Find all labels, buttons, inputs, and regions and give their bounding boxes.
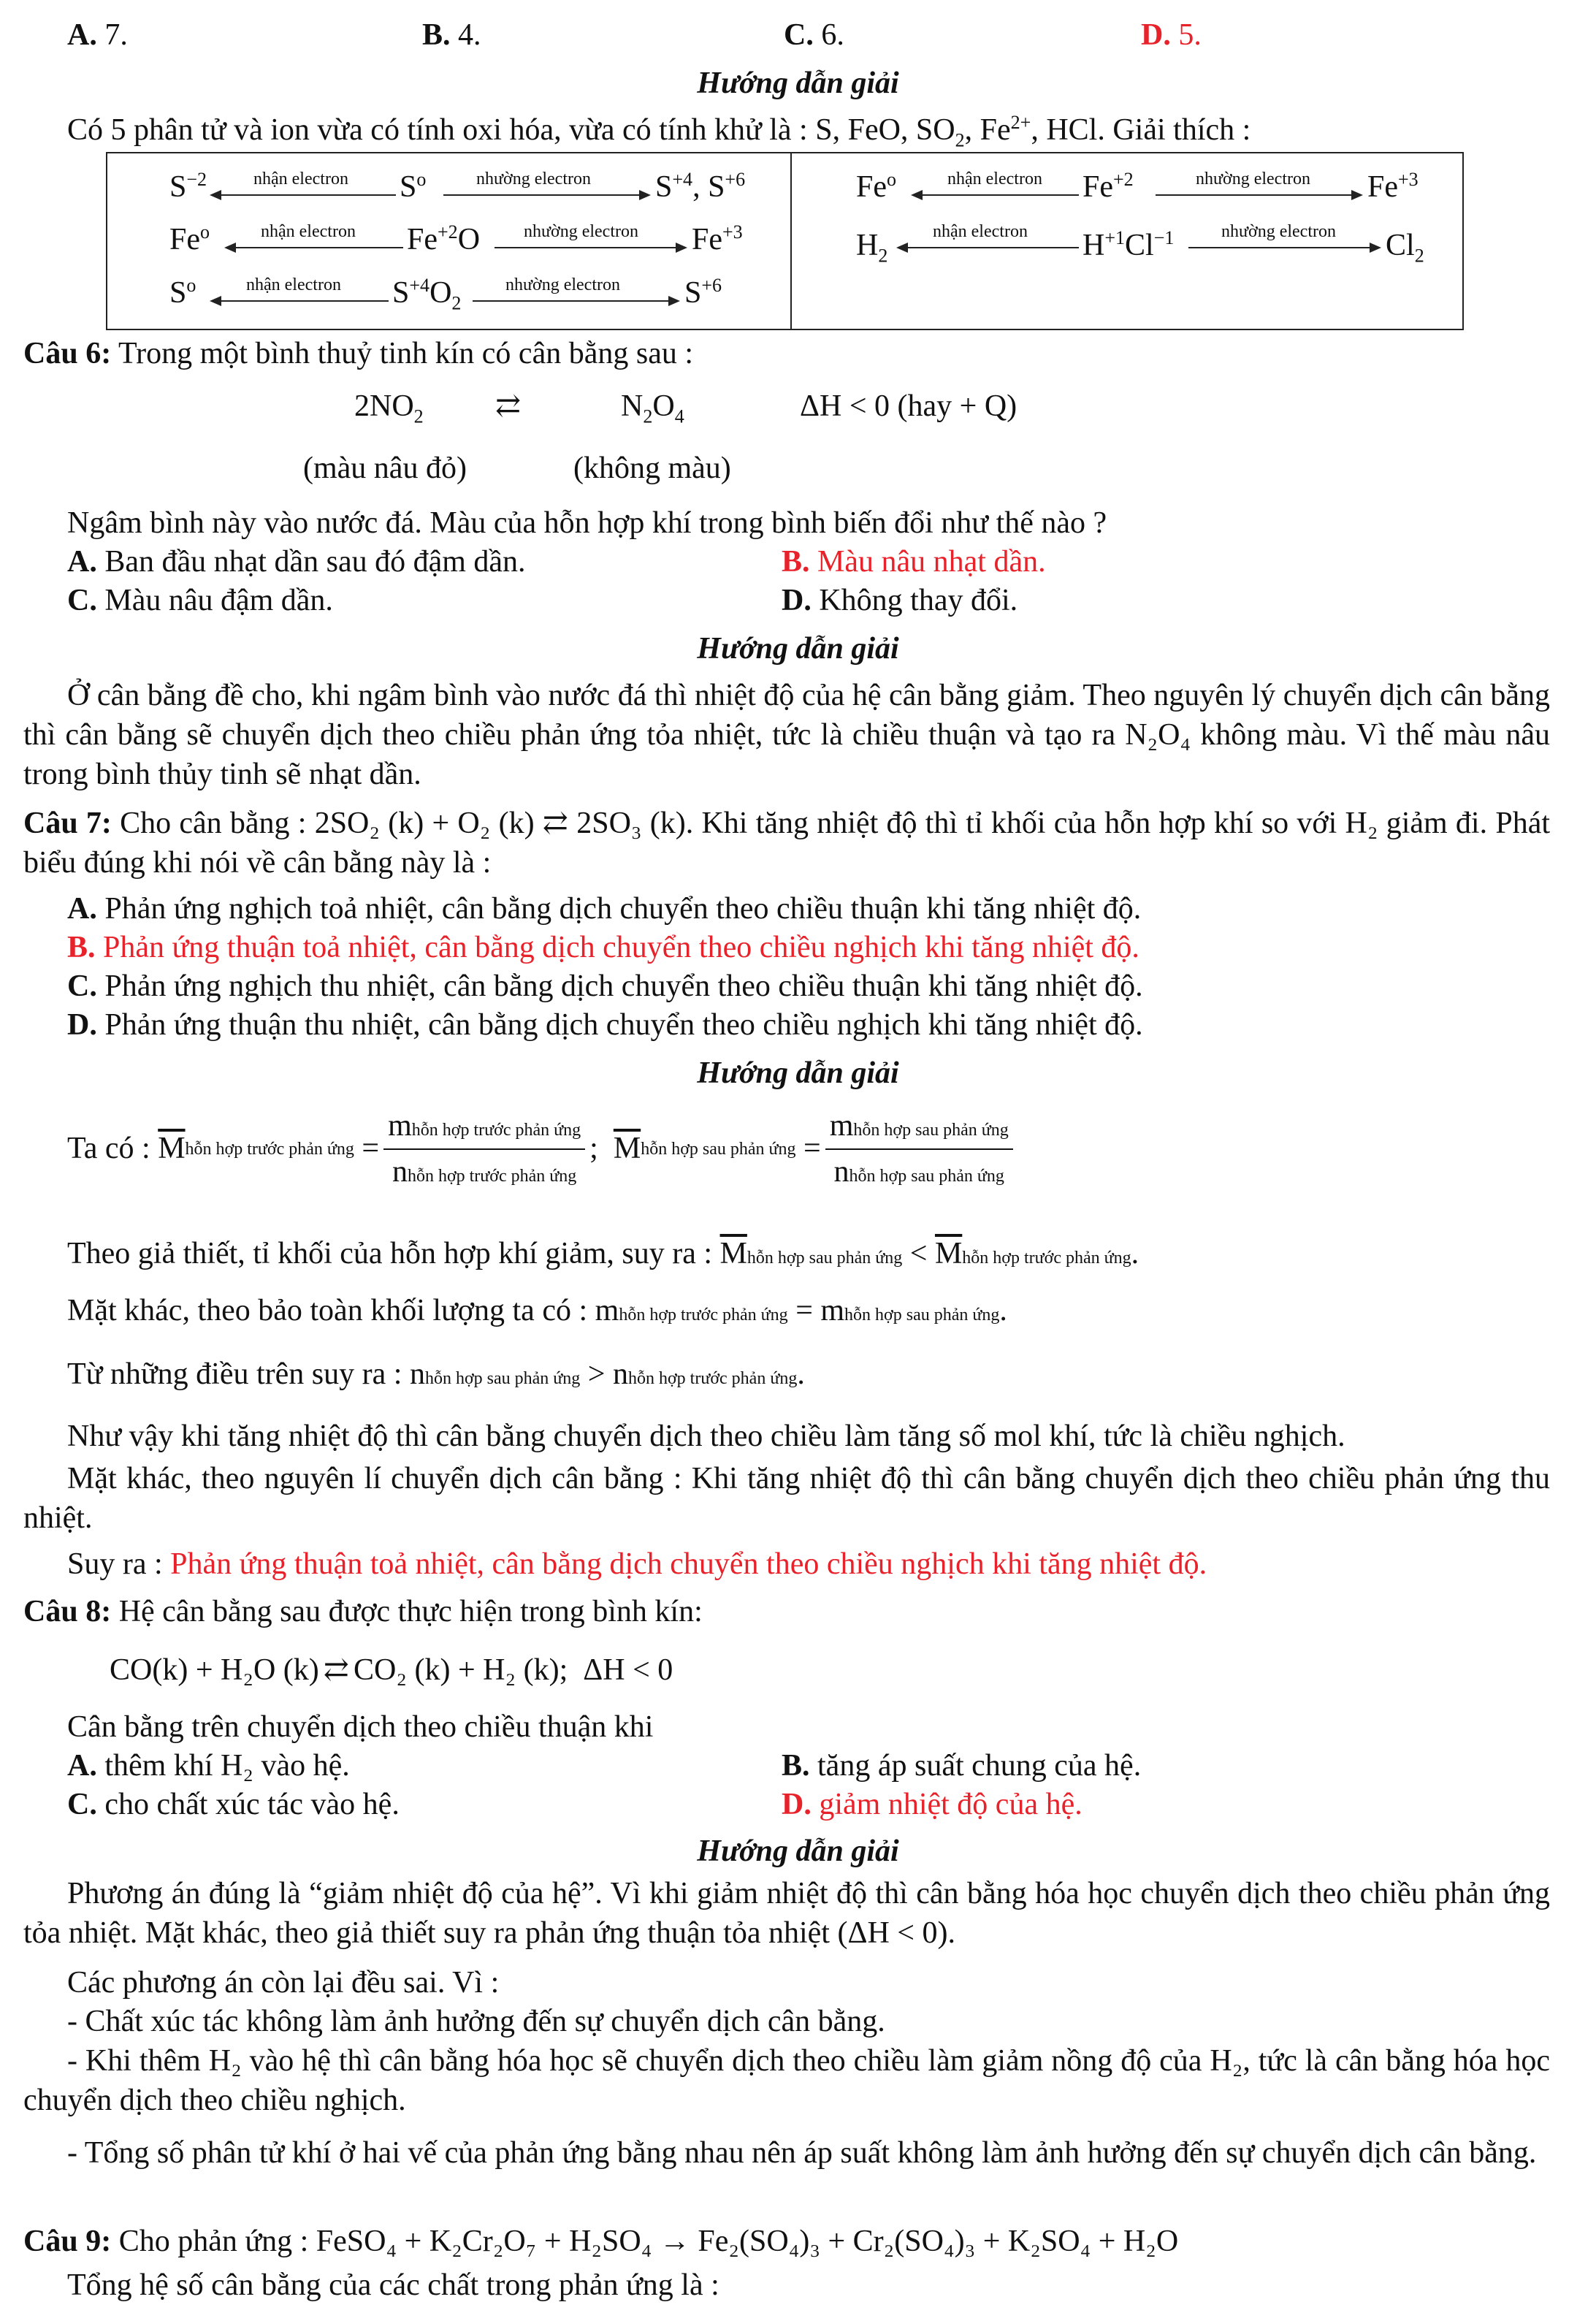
table-divider (790, 153, 792, 329)
q7-formula-row: Ta có : $\overline{M}$ hỗn hợp trước phản ứng = $\frac{\text{mhỗn hợp trước phản ứng}}{\text{nhỗn hợp trước phản ứng}}$ ; $\overline{M}$ hỗn hợp sau phản ứng = $\frac{\text{mhỗn hợp sau phản ứng}}{\text{nhỗn hợp sau phản ứng}}$ (67, 1107, 1017, 1191)
redox-table: $S^{-2}$ nhận electron $S^o$ nhường electron $S^{+4}$, $S^{+6}$ Fe$^o$ nhận electron $Fe^{+2}O$ nhường electron $Fe^{+3}$ $S^o$ nhận electron $S^{+4}O_2$ nhường electron $S^{+6}$ Fe$^o$ nhận electron $Fe^{+2}$ nhường electron $Fe^{+3}$ $H_2$ nhận electron $H^{+1}Cl^{-1}$ nhường electron $Cl_2$ (106, 152, 1464, 330)
r1-right: $S^{+4}$, $S^{+6}$ (655, 169, 746, 204)
equilibrium-arrow-icon: ⇄ (495, 389, 522, 423)
q8-option-c[interactable]: C. cho chất xúc tác vào hệ. (67, 1788, 400, 1821)
q9-question: Tổng hệ số cân bằng của các chất trong phản ứng là : (67, 2268, 719, 2302)
q7-line2: Mặt khác, theo bảo toàn khối lượng ta có : mhỗn hợp trước phản ứng = mhỗn hợp sau phản ứng. (67, 1294, 1007, 1327)
option-b[interactable]: B. 4. (422, 18, 481, 52)
r4-right: $Fe^{+3}$ (1367, 169, 1419, 204)
q6-option-c[interactable]: C. Màu nâu đậm dần. (67, 584, 333, 617)
q7-line5: Mặt khác, theo nguyên lí chuyển dịch cân bằng : Khi tăng nhiệt độ thì cân bằng chuyển dịch theo chiều phản ứng thu nhiệt. (23, 1462, 1550, 1535)
q8-guide-5: - Tổng số phân tử khí ở hai vế của phản ứng bằng nhau nên áp suất không làm ảnh hưởng đến sự chuyển dịch cân bằng. (67, 2136, 1537, 2170)
q7-guide-title: Hướng dẫn giải (697, 1056, 899, 1090)
q8-option-a[interactable]: A. thêm khí H₂ vào hệ. (67, 1749, 350, 1783)
q8-guide-1: Phương án đúng là “giảm nhiệt độ của hệ”. Vì khi giảm nhiệt độ thì cân bằng hóa học chuyển dịch theo chiều phản ứng tỏa nhiệt. Mặt khác, theo giả thiết suy ra phản ứng thuận tỏa nhiệt (ΔH < 0). (23, 1877, 1550, 1950)
q6-option-d[interactable]: D. Không thay đổi. (782, 584, 1018, 617)
r3-right: $S^{+6}$ (684, 275, 722, 310)
q8-guide-2: Các phương án còn lại đều sai. Vì : (67, 1966, 500, 2000)
q7-line1: Theo giả thiết, tỉ khối của hỗn hợp khí giảm, suy ra : $\overline{M}hỗn$ hợp sau phản ứng < $\overline{M}hỗn$ hợp trước phản ứng. (67, 1237, 1139, 1270)
q7-stem: Câu 7: Cho cân bằng : 2SO₂ (k) + O₂ (k) ⇄ 2SO₃ (k). Khi tăng nhiệt độ thì tỉ khối của hỗn hợp khí so với H₂ giảm đi. Phát biểu đúng khi nói về cân bằng này là : (23, 807, 1550, 880)
r1-mid: $S^o$ (400, 169, 427, 204)
q6-color-right: (không màu) (573, 451, 731, 485)
q8-equation: CO(k) + H₂O (k) ⇄ CO₂ (k) + H₂ (k); ΔH < 0 (110, 1651, 673, 1690)
q6-eq-right: $N_2O_4$ (621, 389, 684, 427)
q8-guide-title: Hướng dẫn giải (697, 1834, 899, 1868)
q8-option-b[interactable]: B. tăng áp suất chung của hệ. (782, 1749, 1142, 1783)
q6-dh: ΔH < 0 (hay + Q) (800, 389, 1017, 423)
r2-mid: $Fe^{+2}O$ (407, 221, 481, 256)
q8-guide-4: - Khi thêm H₂ vào hệ thì cân bằng hóa học sẽ chuyển dịch theo chiều làm giảm nồng độ của H₂, tức là cân bằng hóa học chuyển dịch theo chiều nghịch. (23, 2044, 1550, 2117)
q7-option-d[interactable]: D. Phản ứng thuận thu nhiệt, cân bằng dịch chuyển theo chiều nghịch khi tăng nhiệt độ. (67, 1008, 1143, 1042)
q7-line3: Từ những điều trên suy ra : nhỗn hợp sau phản ứng > nhỗn hợp trước phản ứng. (67, 1357, 805, 1391)
r3-mid: $S^{+4}O_2$ (392, 275, 462, 314)
q7-option-b-correct[interactable]: B. Phản ứng thuận toả nhiệt, cân bằng dịch chuyển theo chiều nghịch khi tăng nhiệt độ. (67, 931, 1139, 964)
r4-left: Fe$^o$ (856, 169, 897, 204)
label-lose: nhường electron (476, 169, 591, 188)
q8-lead: Cân bằng trên chuyển dịch theo chiều thuận khi (67, 1710, 654, 1744)
q6-option-b-correct[interactable]: B. Màu nâu nhạt dần. (782, 545, 1046, 579)
q6-stem: Câu 6: Trong một bình thuỷ tinh kín có cân bằng sau : (23, 337, 694, 370)
option-d-correct[interactable]: D. 5. (1141, 18, 1202, 52)
label-gain: nhận electron (253, 169, 348, 188)
q7-option-c[interactable]: C. Phản ứng nghịch thu nhiệt, cân bằng dịch chuyển theo chiều thuận khi tăng nhiệt độ. (67, 969, 1143, 1003)
guide-title: Hướng dẫn giải (697, 66, 899, 100)
q8-stem: Câu 8: Hệ cân bằng sau được thực hiện trong bình kín: (23, 1595, 703, 1628)
q6-question: Ngâm bình này vào nước đá. Màu của hỗn hợp khí trong bình biến đổi như thế nào ? (67, 506, 1107, 540)
r5-right: $Cl_2$ (1386, 229, 1424, 267)
q6-option-a[interactable]: A. Ban đầu nhạt dần sau đó đậm dần. (67, 545, 526, 579)
option-c[interactable]: C. 6. (784, 18, 844, 52)
q6-guide-title: Hướng dẫn giải (697, 632, 899, 666)
q7-line4: Như vậy khi tăng nhiệt độ thì cân bằng chuyển dịch theo chiều làm tăng số mol khí, tức là chiều nghịch. (67, 1419, 1345, 1453)
r5-left: $H_2$ (856, 229, 888, 267)
r4-mid: $Fe^{+2}$ (1083, 169, 1134, 204)
r5-mid: $H^{+1}Cl^{-1}$ (1083, 227, 1175, 262)
equilibrium-arrow-icon: ⇄ (323, 1653, 349, 1687)
q9-stem: Câu 9: Cho phản ứng : FeSO₄ + K₂Cr₂O₇ + H₂SO₄ → Fe₂(SO₄)₃ + Cr₂(SO₄)₃ + K₂SO₄ + H₂O (23, 2225, 1179, 2258)
q7-line6: Suy ra : Phản ứng thuận toả nhiệt, cân bằng dịch chuyển theo chiều nghịch khi tăng nhiệt độ. (67, 1547, 1207, 1581)
r2-right: $Fe^{+3}$ (692, 221, 743, 256)
r3-left: $S^o$ (169, 275, 196, 310)
r2-left: Fe$^o$ (169, 221, 210, 256)
option-a[interactable]: A. 7. (67, 18, 128, 52)
q8-option-d-correct[interactable]: D. giảm nhiệt độ của hệ. (782, 1788, 1083, 1821)
q7-option-a[interactable]: A. Phản ứng nghịch toả nhiệt, cân bằng dịch chuyển theo chiều thuận khi tăng nhiệt độ. (67, 892, 1142, 926)
q8-guide-3: - Chất xúc tác không làm ảnh hưởng đến sự chuyển dịch cân bằng. (67, 2005, 885, 2038)
q6-guide: Ở cân bằng đề cho, khi ngâm bình vào nước đá thì nhiệt độ của hệ cân bằng giảm. Theo nguyên lý chuyển dịch cân bằng thì cân bằng sẽ chuyển dịch theo chiều phản ứng tỏa nhiệt, tức là chiều thuận và tạo ra N₂O₄ không màu. Vì thế màu nâu trong bình thủy tinh sẽ nhạt dần. (23, 679, 1550, 791)
q6-eq-left: $2NO_2$ (354, 389, 424, 427)
q5-guide-line: Có 5 phân tử và ion vừa có tính oxi hóa, vừa có tính khử là : S, FeO, $SO_2$, $Fe^{2+}$, HCl. Giải thích : (67, 112, 1251, 151)
r1-left: $S^{-2}$ (169, 169, 207, 204)
q6-color-left: (màu nâu đỏ) (303, 451, 467, 485)
